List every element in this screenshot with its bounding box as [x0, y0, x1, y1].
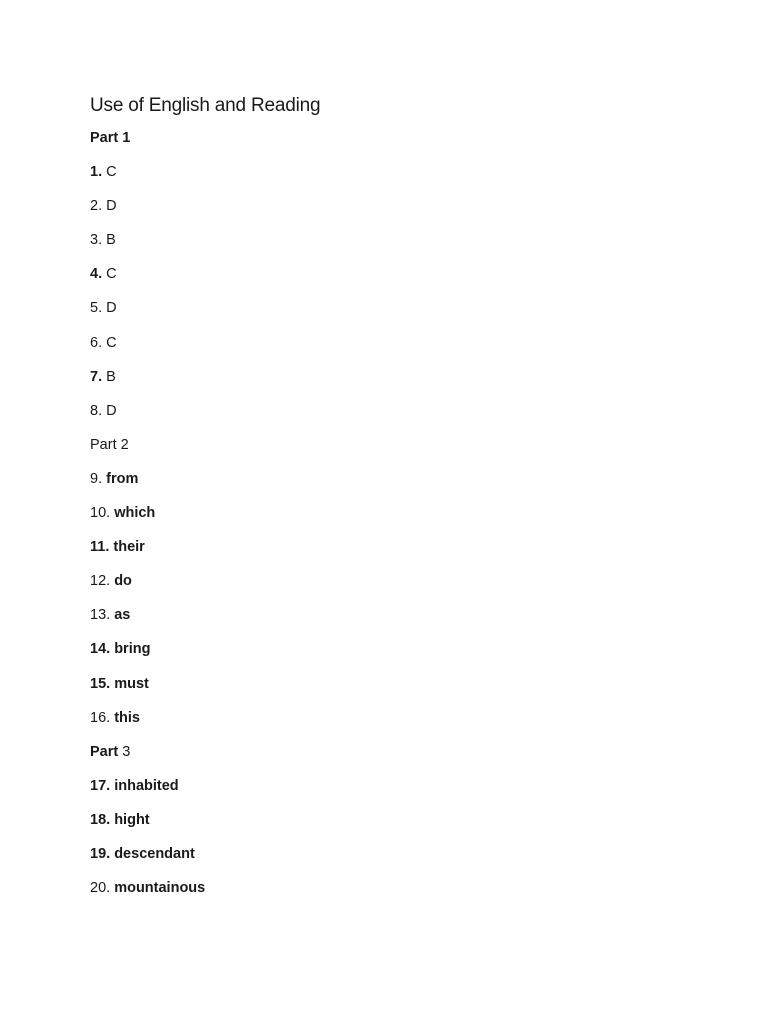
answer-number: 1. — [90, 164, 103, 181]
answer-5 — [90, 298, 690, 332]
answer-number: 3. — [90, 232, 103, 249]
answer-3 — [90, 230, 690, 264]
answer-number: 7. — [90, 368, 103, 385]
answer-text: D — [106, 300, 117, 317]
answer-number: 15. — [90, 675, 111, 692]
answer-6 — [90, 333, 690, 367]
answer-text: from — [106, 470, 139, 487]
answer-text: do — [114, 573, 132, 590]
answer-text: mountainous — [114, 880, 206, 897]
answer-4 — [90, 264, 690, 298]
answer-1 — [90, 162, 690, 196]
answer-text: which — [114, 505, 156, 522]
answer-11 — [90, 537, 690, 571]
answer-number: 11. — [90, 539, 110, 556]
answer-text: B — [106, 232, 116, 249]
answer-text: C — [106, 164, 117, 181]
part-2-heading: Part 2 — [90, 436, 129, 453]
answer-2 — [90, 196, 690, 230]
answer-number: 20. — [90, 880, 111, 897]
answer-number: 19. — [90, 845, 111, 862]
answer-text: must — [114, 675, 149, 692]
answer-text: inhabited — [114, 777, 179, 794]
answer-15 — [90, 674, 690, 708]
answer-number: 4. — [90, 266, 103, 283]
answer-number: 9. — [90, 470, 103, 487]
answer-7 — [90, 367, 690, 401]
answer-number: 10. — [90, 505, 111, 522]
answer-text: descendant — [114, 845, 195, 862]
part-3-heading-number: 3 — [122, 743, 131, 760]
answer-number: 13. — [90, 607, 111, 624]
answer-text: their — [113, 539, 145, 556]
answer-8 — [90, 401, 690, 435]
answer-17 — [90, 776, 690, 810]
answer-12 — [90, 571, 690, 605]
answer-16 — [90, 708, 690, 742]
part-1-heading: Part 1 — [90, 130, 131, 146]
answer-number: 16. — [90, 709, 111, 726]
document-title: Use of English and Reading — [90, 95, 321, 116]
answer-10 — [90, 503, 690, 537]
answer-number: 17. — [90, 777, 111, 794]
answer-number: 18. — [90, 811, 111, 828]
answer-text: C — [106, 334, 117, 351]
answer-18 — [90, 810, 690, 844]
answer-number: 14. — [90, 641, 111, 658]
answer-9 — [90, 469, 690, 503]
answer-19 — [90, 844, 690, 878]
answer-text: this — [114, 709, 140, 726]
answer-text: C — [106, 266, 117, 283]
answer-text: bring — [114, 641, 151, 658]
answer-text: hight — [114, 811, 150, 828]
answer-text: D — [106, 402, 117, 419]
answer-13 — [90, 605, 690, 639]
answer-number: 5. — [90, 300, 103, 317]
answer-text: B — [106, 368, 116, 385]
answer-number: 12. — [90, 573, 111, 590]
answer-number: 6. — [90, 334, 103, 351]
answer-number: 8. — [90, 402, 103, 419]
answer-text: D — [106, 198, 117, 215]
part-3-heading-word: Part — [90, 743, 119, 760]
answer-number: 2. — [90, 198, 103, 215]
answer-text: as — [114, 607, 131, 624]
part-3-heading — [90, 742, 690, 776]
answer-20 — [90, 878, 690, 912]
document-page — [90, 94, 690, 912]
answer-14 — [90, 639, 690, 673]
